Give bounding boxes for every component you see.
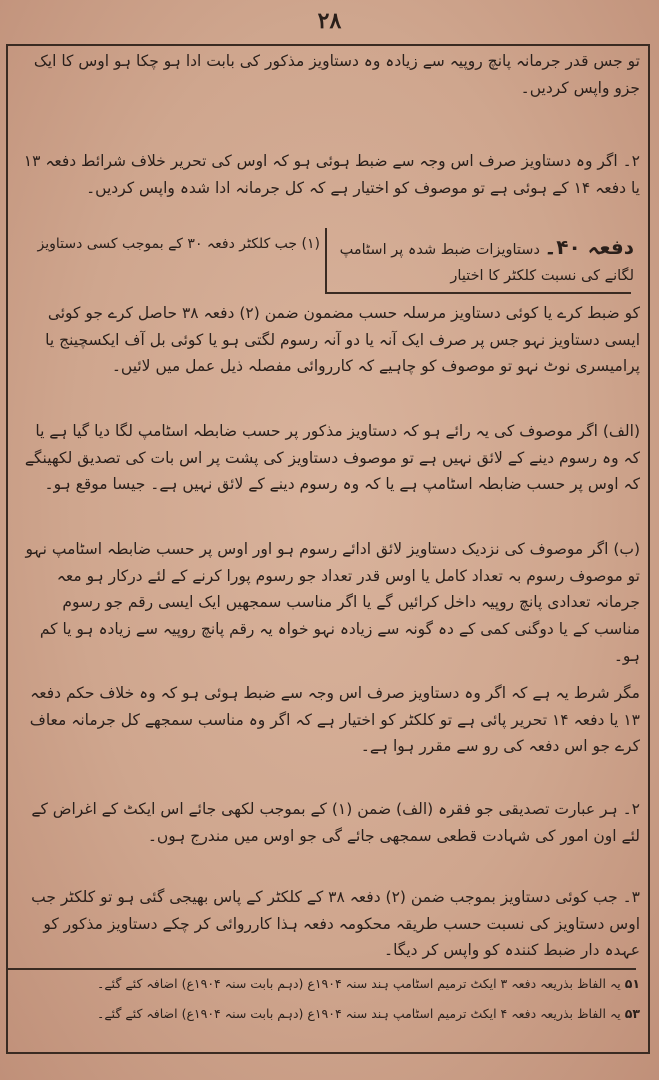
footnote-2-text: یہ الفاظ بذریعہ دفعہ ۴ ایکٹ ترمیم اسٹامپ ہند سنہ ۱۹۰۴ع (دہم بابت سنہ ۱۹۰۴ع) اضافہ کئے گئے۔ [97,1006,621,1021]
paragraph-body-1: کو ضبط کرے یا کوئی دستاویز مرسلہ حسب مضمون ضمن (۲) دفعہ ۳۸ حاصل کرے جو کوئی ایسی دستاویز نہو جس پر صرف ایک آنہ یا دو آنہ رسوم لگتی ہو یا کوئی بل آف ایکسچینج یا پرامیسری نوٹ نہو تو موصوف کو چاہیے کہ کارروائی مفصلہ ذیل عمل میں لائیں۔ [45,304,640,376]
footnote-2-marker: ۵۳ [624,1006,640,1021]
page-number: ۲۸ [317,8,342,34]
footnote-1-text: یہ الفاظ بذریعہ دفعہ ۳ ایکٹ ترمیم اسٹامپ ہند سنہ ۱۹۰۴ع (دہم بابت سنہ ۱۹۰۴ع) اضافہ کئے گئے۔ [97,976,621,991]
paragraph-clause-3: ۳۔ جب کوئی دستاویز بموجب ضمن (۲) دفعہ ۳۸ کے کلکٹر کے پاس بھیجی گئی ہو تو کلکٹر جب اوس دستاویز کی نسبت حسب طریقہ محکومہ دفعہ ہذا کارروائی کر چکے دستاویز مذکور کو عہدہ دار ضبط کنندہ کو واپس کر دیگا۔ [31,888,640,960]
paragraph-clause-2: ۲۔ اگر وہ دستاویز صرف اس وجہ سے ضبط ہوئی ہو کہ اوس کی تحریر خلاف شرائط دفعہ ۱۳ یا دفعہ ۱۴ کے ہوئی ہے تو موصوف کو اختیار ہے کہ کل جرمانہ ادا شدہ واپس کردیں۔ [23,152,640,197]
section-heading: دفعہ ۴۰۔ [544,235,634,259]
paragraph-top: تو جس قدر جرمانہ پانچ روپیہ سے زیادہ وہ دستاویز مذکور کی بابت ادا ہو چکا ہو اوس کا ایک جزو واپس کردیں۔ [33,52,640,97]
footnote-2 [20,1002,640,1028]
paragraph-clause-be: (ب) اگر موصوف کی نزدیک دستاویز لائق ادائے رسوم ہو اور اوس پر حسب ضابطہ اسٹامپ نہو تو موصوف رسوم بہ تعداد کامل یا اوس قدر تعداد جو رسوم پورا کرنے کے لئے درکار ہو معہ جرمانہ تعدادی پانچ روپیہ داخل کرائیں گے یا اگر مناسب سمجھیں ایک ایسی رقم جو رسوم مناسب کے یا دوگنی کمی کے دہ گونہ سے زیادہ نہو خواہ یہ رقم پانچ روپیہ سے زیادہ ہو یا کم ہو۔ [25,540,640,665]
footnote-1 [20,972,640,998]
paragraph-proviso: مگر شرط یہ ہے کہ اگر وہ دستاویز صرف اس وجہ سے ضبط ہوئی ہو کہ وہ خلاف حکم دفعہ ۱۳ یا دفعہ ۱۴ تحریر پائی ہے تو کلکٹر کو اختیار ہے کہ اگر وہ مناسب سمجھے کل جرمانہ معاف کرے جو اس دفعہ کی رو سے مقرر ہوا ہے۔ [29,684,640,756]
paragraph-clause-2b: ۲۔ ہر عبارت تصدیقی جو فقرہ (الف) ضمن (۱) کے بموجب لکھی جائے اس ایکٹ کے اغراض کے لئے اون امور کی شہادت قطعی سمجھی جائے گی جو اوس میں مندرج ہوں۔ [31,800,640,845]
section-title-text: دستاویزات ضبط شدہ پر اسٹامپ لگانے کی نسبت کلکٹر کا اختیار [339,242,634,285]
section-subclause-1: (۱) جب کلکٹر دفعہ ۳۰ کے بموجب کسی دستاویز [37,236,320,252]
footnote-1-marker: ۵۱ [624,976,640,991]
footnote-divider [8,968,636,970]
paragraph-clause-alif: (الف) اگر موصوف کی یہ رائے ہو کہ دستاویز مذکور پر حسب ضابطہ اسٹامپ لگا دیا گیا ہے یا کہ وہ رسوم دینے کے لائق نہیں ہے تو موصوف دستاویز کی پشت پر اس بات کی تصدیق لکھینگے کہ اوس پر حسب ضابطہ اسٹامپ ہے یا کہ وہ رسوم دینے کے لائق نہیں ہے۔ جیسا موقع ہو۔ [24,422,640,494]
section-title [334,230,634,290]
